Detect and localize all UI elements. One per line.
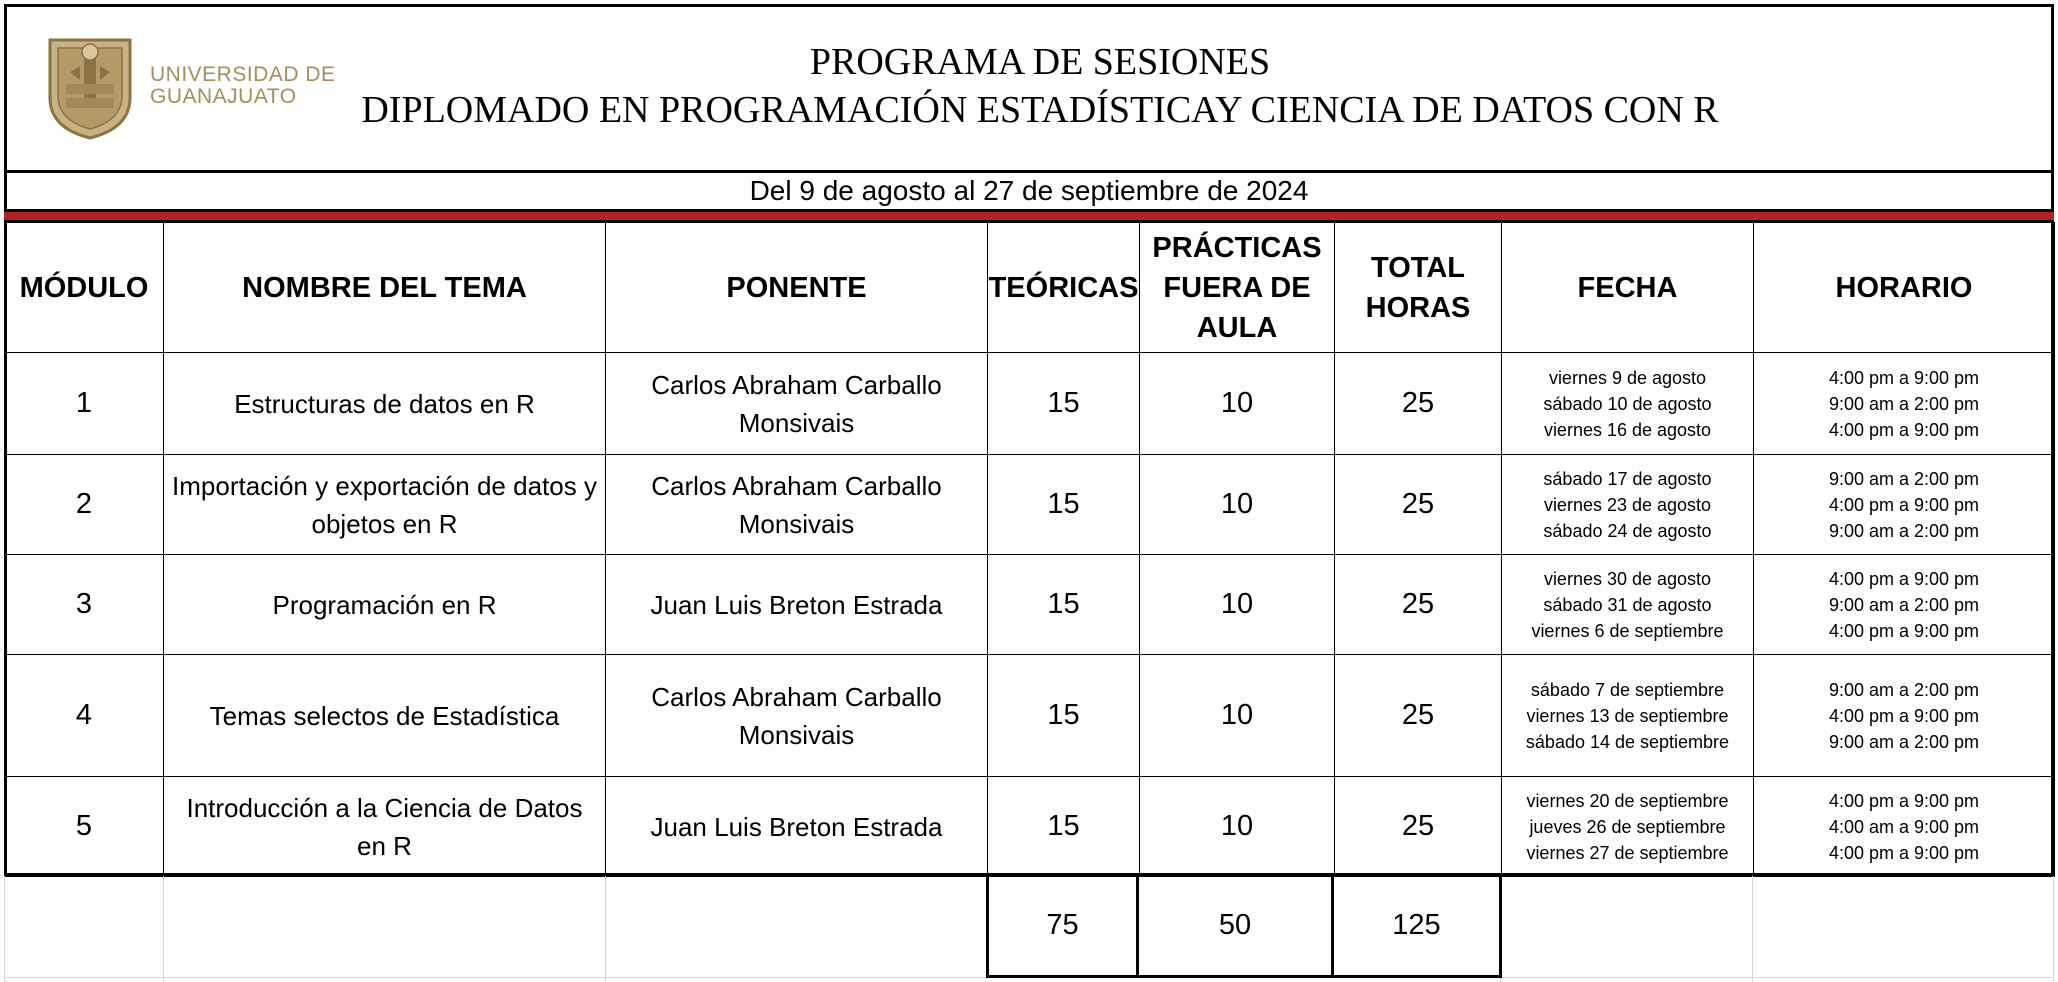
sessions-table bbox=[4, 222, 2055, 877]
table-row bbox=[5, 455, 2055, 555]
fecha-line: viernes 16 de agosto bbox=[1543, 419, 1712, 440]
tema-cell: Introducción a la Ciencia de Datos en R bbox=[164, 777, 606, 877]
title-line-1: PROGRAMA DE SESIONES bbox=[809, 41, 1271, 83]
fecha-line: viernes 23 de agosto bbox=[1543, 494, 1712, 515]
table-header-row bbox=[5, 223, 2055, 353]
horario-cell bbox=[1754, 455, 2055, 555]
ponente-cell: Carlos Abraham Carballo Monsivais bbox=[606, 455, 988, 555]
total-cell: 25 bbox=[1335, 455, 1502, 555]
horario-cell bbox=[1754, 655, 2055, 777]
fecha-line: sábado 7 de septiembre bbox=[1530, 679, 1725, 700]
fecha-cell bbox=[1502, 555, 1754, 655]
horario-line: 9:00 am a 2:00 pm bbox=[1828, 594, 1980, 615]
teoricas-cell: 15 bbox=[988, 455, 1140, 555]
horario-line: 4:00 pm a 9:00 pm bbox=[1828, 419, 1980, 440]
tema-cell: Estructuras de datos en R bbox=[164, 353, 606, 455]
total-cell: 25 bbox=[1335, 777, 1502, 877]
practicas-cell: 10 bbox=[1140, 555, 1335, 655]
header-total: TOTAL HORAS bbox=[1335, 223, 1502, 353]
ponente-cell: Juan Luis Breton Estrada bbox=[606, 555, 988, 655]
fecha-line: viernes 20 de septiembre bbox=[1526, 790, 1729, 811]
horario-line: 9:00 am a 2:00 pm bbox=[1828, 679, 1980, 700]
horario-line: 4:00 am a 9:00 pm bbox=[1828, 816, 1980, 837]
horario-line: 4:00 pm a 9:00 pm bbox=[1828, 790, 1980, 811]
horario-line: 4:00 pm a 9:00 pm bbox=[1828, 568, 1980, 589]
horario-line: 4:00 pm a 9:00 pm bbox=[1828, 705, 1980, 726]
tema-cell: Importación y exportación de datos y objetos en R bbox=[164, 455, 606, 555]
fecha-line: viernes 6 de septiembre bbox=[1531, 620, 1724, 641]
header-ponente: PONENTE bbox=[606, 223, 988, 353]
header-horario: HORARIO bbox=[1754, 223, 2055, 353]
tema-cell: Temas selectos de Estadística bbox=[164, 655, 606, 777]
teoricas-cell: 15 bbox=[988, 555, 1140, 655]
table-row bbox=[5, 353, 2055, 455]
modulo-cell: 1 bbox=[5, 353, 164, 455]
table-row bbox=[5, 555, 2055, 655]
teoricas-cell: 15 bbox=[988, 655, 1140, 777]
fecha-cell bbox=[1502, 655, 1754, 777]
total-cell: 25 bbox=[1335, 353, 1502, 455]
horario-line: 4:00 pm a 9:00 pm bbox=[1828, 620, 1980, 641]
header-modulo: MÓDULO bbox=[5, 223, 164, 353]
header-practicas: PRÁCTICAS FUERA DE AULA bbox=[1140, 223, 1335, 353]
practicas-cell: 10 bbox=[1140, 455, 1335, 555]
horario-line: 9:00 am a 2:00 pm bbox=[1828, 520, 1980, 541]
horario-line: 9:00 am a 2:00 pm bbox=[1828, 731, 1980, 752]
fecha-cell bbox=[1502, 455, 1754, 555]
horario-line: 4:00 pm a 9:00 pm bbox=[1828, 367, 1980, 388]
totals-row bbox=[0, 876, 2058, 982]
practicas-cell: 10 bbox=[1140, 655, 1335, 777]
page-title bbox=[340, 38, 1740, 134]
ponente-cell: Carlos Abraham Carballo Monsivais bbox=[606, 655, 988, 777]
practicas-cell: 10 bbox=[1140, 777, 1335, 877]
practicas-cell: 10 bbox=[1140, 353, 1335, 455]
horario-line: 9:00 am a 2:00 pm bbox=[1828, 468, 1980, 489]
horario-line: 4:00 pm a 9:00 pm bbox=[1828, 494, 1980, 515]
total-teoricas: 75 bbox=[986, 876, 1139, 978]
modulo-cell: 5 bbox=[5, 777, 164, 877]
total-cell: 25 bbox=[1335, 555, 1502, 655]
logo-line-2: GUANAJUATO bbox=[150, 85, 297, 108]
fecha-line: sábado 17 de agosto bbox=[1543, 468, 1712, 489]
fecha-line: viernes 9 de agosto bbox=[1548, 367, 1707, 388]
modulo-cell: 3 bbox=[5, 555, 164, 655]
teoricas-cell: 15 bbox=[988, 353, 1140, 455]
horario-cell bbox=[1754, 353, 2055, 455]
total-horas: 125 bbox=[1331, 876, 1502, 978]
fecha-line: viernes 30 de agosto bbox=[1543, 568, 1712, 589]
horario-line: 9:00 am a 2:00 pm bbox=[1828, 393, 1980, 414]
logo-line-1: UNIVERSIDAD DE bbox=[150, 63, 336, 86]
fecha-line: viernes 27 de septiembre bbox=[1526, 842, 1729, 863]
fecha-line: sábado 10 de agosto bbox=[1543, 393, 1712, 414]
fecha-cell bbox=[1502, 353, 1754, 455]
ponente-cell: Carlos Abraham Carballo Monsivais bbox=[606, 353, 988, 455]
modulo-cell: 2 bbox=[5, 455, 164, 555]
table-row bbox=[5, 777, 2055, 877]
red-divider bbox=[4, 209, 2054, 223]
fecha-line: jueves 26 de septiembre bbox=[1529, 816, 1726, 837]
fecha-line: viernes 13 de septiembre bbox=[1526, 705, 1729, 726]
total-practicas: 50 bbox=[1136, 876, 1334, 978]
header-fecha: FECHA bbox=[1502, 223, 1754, 353]
date-range: Del 9 de agosto al 27 de septiembre de 2024 bbox=[4, 170, 2054, 210]
ponente-cell: Juan Luis Breton Estrada bbox=[606, 777, 988, 877]
fecha-line: sábado 31 de agosto bbox=[1543, 594, 1712, 615]
table-row bbox=[5, 655, 2055, 777]
university-seal-icon bbox=[44, 32, 136, 140]
tema-cell: Programación en R bbox=[164, 555, 606, 655]
total-cell: 25 bbox=[1335, 655, 1502, 777]
fecha-line: sábado 24 de agosto bbox=[1543, 520, 1712, 541]
fecha-cell bbox=[1502, 777, 1754, 877]
header-teoricas: TEÓRICAS bbox=[988, 223, 1140, 353]
fecha-line: sábado 14 de septiembre bbox=[1525, 731, 1730, 752]
teoricas-cell: 15 bbox=[988, 777, 1140, 877]
header-tema: NOMBRE DEL TEMA bbox=[164, 223, 606, 353]
horario-line: 4:00 pm a 9:00 pm bbox=[1828, 842, 1980, 863]
horario-cell bbox=[1754, 777, 2055, 877]
title-line-2: DIPLOMADO EN PROGRAMACIÓN ESTADÍSTICAY CIENCIA DE DATOS CON R bbox=[361, 89, 1719, 131]
modulo-cell: 4 bbox=[5, 655, 164, 777]
university-logo bbox=[44, 32, 336, 140]
horario-cell bbox=[1754, 555, 2055, 655]
